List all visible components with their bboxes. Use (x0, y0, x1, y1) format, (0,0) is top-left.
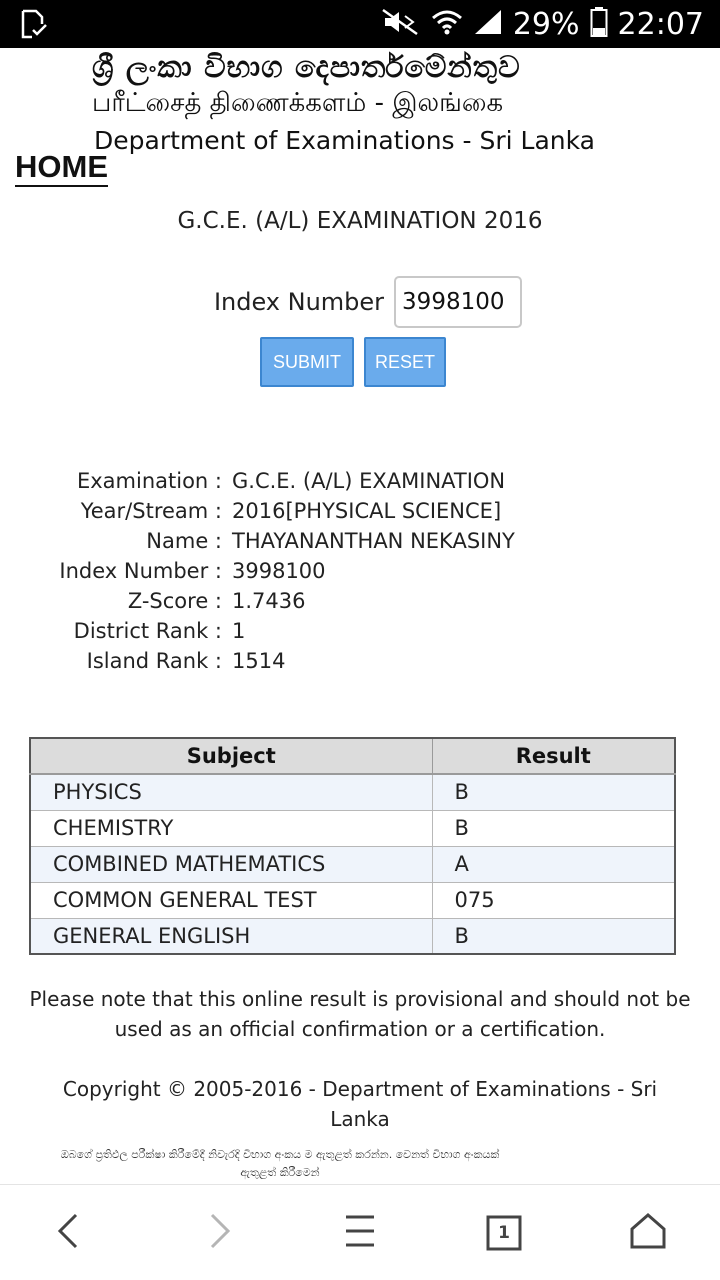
info-key: Examination : (76, 469, 222, 493)
form-buttons (260, 337, 446, 387)
table-row (30, 810, 675, 846)
table-header-row (30, 738, 675, 774)
table-row (30, 882, 675, 918)
wifi-icon (431, 8, 463, 40)
info-row-island-rank (0, 646, 720, 676)
subject-cell: COMBINED MATHEMATICS (30, 846, 432, 882)
info-row-name (0, 526, 720, 556)
home-icon (628, 1211, 668, 1255)
result-cell: A (432, 846, 675, 882)
info-key: District Rank : (73, 619, 222, 643)
copyright-text: Copyright © 2005-2016 - Department of Examinations - Sri Lanka (62, 1077, 658, 1131)
tab-count: 1 (498, 1223, 510, 1243)
result-cell: B (432, 774, 675, 810)
info-value: 3998100 (232, 559, 326, 583)
info-row-district-rank (0, 616, 720, 646)
forward-button[interactable] (190, 1205, 246, 1261)
info-value: 1 (232, 619, 246, 643)
info-key: Name : (146, 529, 222, 553)
subject-cell: CHEMISTRY (30, 810, 432, 846)
result-cell: B (432, 810, 675, 846)
info-row-year-stream (0, 496, 720, 526)
info-value: G.C.E. (A/L) EXAMINATION (232, 469, 506, 493)
info-value: THAYANANTHAN NEKASINY (232, 529, 515, 553)
back-button[interactable] (42, 1205, 98, 1261)
clock: 22:07 (617, 6, 704, 42)
menu-button[interactable] (332, 1205, 388, 1261)
info-value: 1514 (232, 649, 286, 673)
info-value: 1.7436 (232, 589, 306, 613)
table-row (30, 846, 675, 882)
table-row (30, 774, 675, 810)
results-table (29, 737, 676, 955)
info-row-z-score (0, 586, 720, 616)
battery-percent: 29% (512, 6, 580, 42)
battery-icon (590, 6, 608, 42)
subject-cell: GENERAL ENGLISH (30, 918, 432, 954)
subject-cell: COMMON GENERAL TEST (30, 882, 432, 918)
info-key: Index Number : (59, 559, 222, 583)
banner-english-title: Department of Examinations - Sri Lanka (94, 126, 595, 155)
mute-icon (381, 8, 421, 40)
info-row-examination (0, 466, 720, 496)
column-header-result: Result (432, 738, 675, 774)
back-icon (50, 1211, 90, 1255)
subject-cell: PHYSICS (30, 774, 432, 810)
table-row (30, 918, 675, 954)
exam-title: G.C.E. (A/L) EXAMINATION 2016 (177, 208, 543, 234)
banner-tamil-title: பரீட்சைத் திணைக்களம் - இலங்கை (92, 88, 504, 118)
doc-check-icon (18, 8, 50, 40)
index-form (0, 276, 720, 328)
info-row-index-number (0, 556, 720, 586)
status-bar (0, 0, 720, 48)
index-number-label: Index Number (213, 288, 385, 316)
browser-bottom-nav (0, 1184, 720, 1280)
result-cell: B (432, 918, 675, 954)
tabs-icon (486, 1215, 522, 1251)
info-key: Year/Stream : (80, 499, 222, 523)
home-link[interactable]: HOME (15, 150, 108, 187)
department-banner (0, 48, 720, 160)
tabs-button[interactable] (476, 1205, 532, 1261)
banner-sinhala-title: ශ්‍රී ලංකා විභාග දෙපාර්තමේන්තුව (92, 50, 521, 85)
candidate-info (0, 466, 720, 676)
menu-icon (340, 1211, 380, 1255)
sinhala-footer-note: ඔබගේ ප්‍රතිඵල පරීක්ෂා කිරීමේදී නිවැරදි විභාග අංකය ම ඇතුළත් කරන්න. වෙනත් විභාග අංකයක් ඇතුළත් කිරීමෙන් (60, 1148, 500, 1179)
submit-button[interactable]: SUBMIT (260, 337, 354, 387)
provisional-note: Please note that this online result is provisional and should not be used as an official confirmation or a certification. (29, 987, 691, 1041)
info-key: Z-Score : (127, 589, 222, 613)
reset-button[interactable]: RESET (364, 337, 446, 387)
forward-icon (198, 1211, 238, 1255)
result-cell: 075 (432, 882, 675, 918)
index-number-input[interactable] (394, 276, 522, 328)
signal-icon (473, 8, 503, 40)
info-value: 2016[PHYSICAL SCIENCE] (232, 499, 502, 523)
info-key: Island Rank : (86, 649, 222, 673)
column-header-subject: Subject (30, 738, 432, 774)
home-button[interactable] (620, 1205, 676, 1261)
